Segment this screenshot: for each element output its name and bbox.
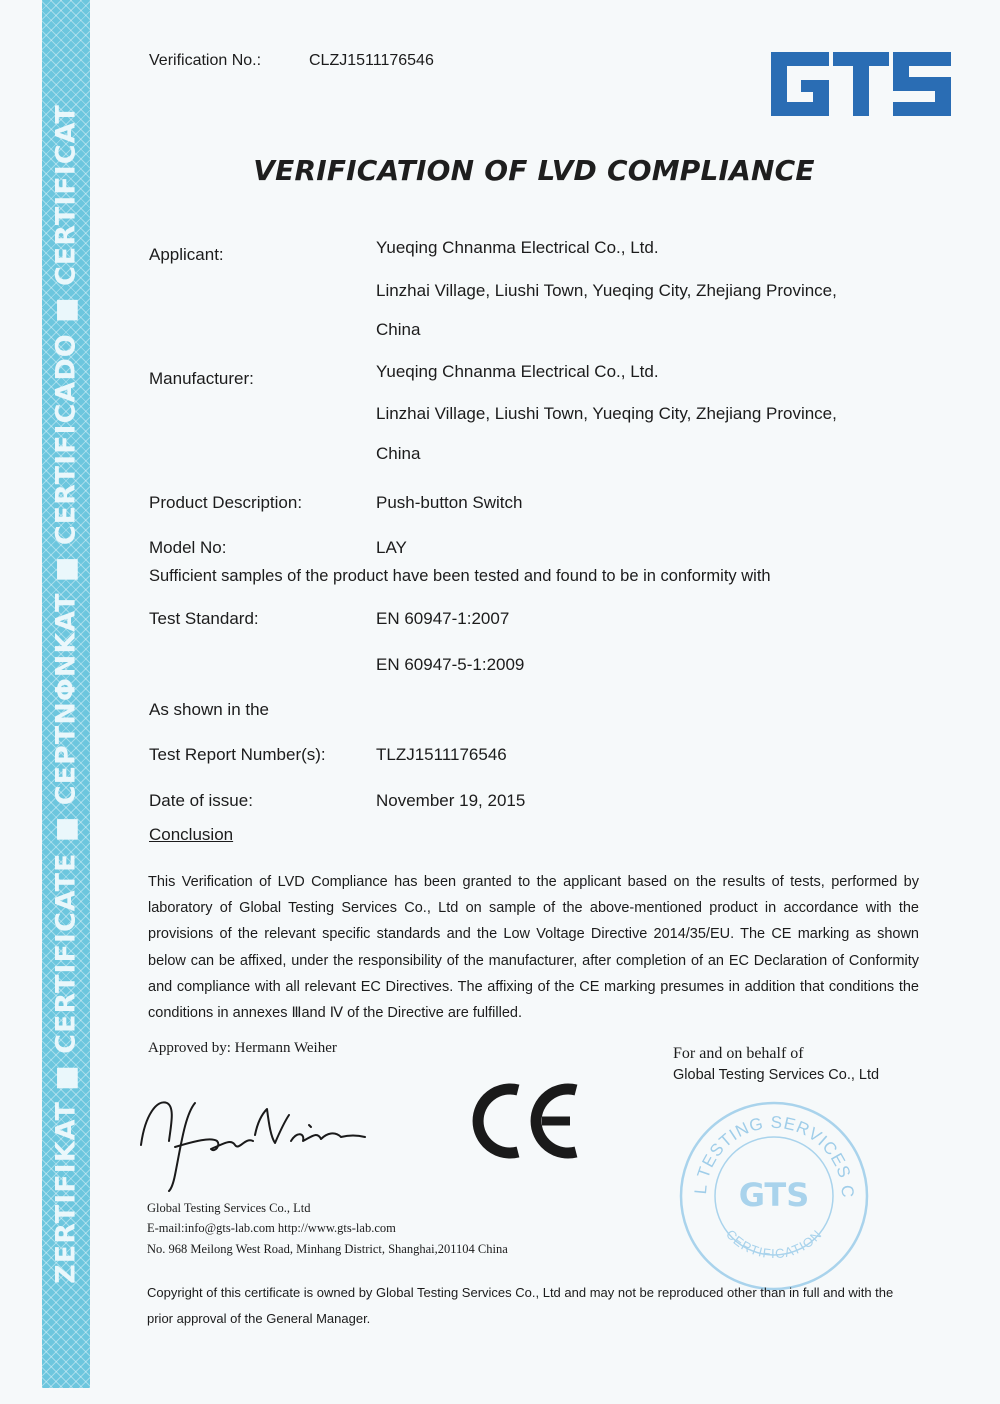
- company-stamp: [676, 1098, 872, 1299]
- report-label: Test Report Number(s):: [149, 745, 326, 764]
- svg-text:CERTIFICATION: CERTIFICATION: [723, 1226, 825, 1262]
- applicant-address-line1: Linzhai Village, Liushi Town, Yueqing City, Zhejiang Province,: [376, 281, 837, 300]
- model-label: Model No:: [149, 538, 227, 557]
- conclusion-heading: Conclusion: [149, 825, 234, 844]
- manufacturer-address-line1: Linzhai Village, Liushi Town, Yueqing City, Zhejiang Province,: [376, 404, 837, 423]
- applicant-address-line2: China: [376, 320, 421, 339]
- date-value: November 19, 2015: [376, 791, 526, 810]
- contact-company: Global Testing Services Co., Ltd: [147, 1201, 311, 1215]
- contact-address: No. 968 Meilong West Road, Minhang District, Shanghai,201104 China: [147, 1242, 508, 1256]
- stamp-seal-icon: [676, 1098, 872, 1294]
- approved-by: Approved by: Hermann Weiher: [148, 1040, 337, 1056]
- svg-text:GTS: GTS: [738, 1176, 810, 1214]
- copyright-notice: Copyright of this certificate is owned by Global Testing Services Co., Ltd and may not be reproduced other than in full and with the prior approval of the General Manager.: [147, 1285, 894, 1326]
- ce-mark-icon: [468, 1080, 584, 1162]
- applicant-label: Applicant:: [149, 245, 224, 264]
- side-band-text: ZERTIFIKAT ■ CERTIFICATE ■ CEPTNΦNKAT ■ CERTIFICADO ■ CERTIFICAT: [50, 104, 82, 1284]
- verification-label: Verification No.:: [149, 52, 262, 69]
- test-standard-label: Test Standard:: [149, 609, 259, 628]
- manufacturer-name: Yueqing Chnanma Electrical Co., Ltd.: [376, 362, 659, 381]
- signature: [135, 1085, 375, 1200]
- test-standard-2: EN 60947-5-1:2009: [376, 655, 525, 674]
- svg-text:GLOBAL TESTING SERVICES CO.,LT: L TESTING SERVICES C: [690, 1112, 858, 1199]
- product-label: Product Description:: [149, 493, 303, 512]
- report-value: TLZJ1511176546: [376, 745, 507, 764]
- date-label: Date of issue:: [149, 791, 253, 810]
- behalf-line2: Global Testing Services Co., Ltd: [673, 1067, 880, 1083]
- signature-icon: [135, 1085, 375, 1195]
- model-value: LAY: [376, 538, 407, 557]
- ce-mark: [468, 1080, 584, 1167]
- test-standard-1: EN 60947-1:2007: [376, 609, 510, 628]
- gts-logo-icon: [765, 48, 955, 120]
- verification-number: [149, 52, 434, 70]
- manufacturer-label: Manufacturer:: [149, 369, 254, 388]
- certificate-side-band: [42, 0, 90, 1388]
- product-value: Push-button Switch: [376, 493, 523, 512]
- conformity-statement: Sufficient samples of the product have been tested and found to be in conformity with: [149, 567, 771, 585]
- applicant-name: Yueqing Chnanma Electrical Co., Ltd.: [376, 238, 659, 257]
- behalf-line1: For and on behalf of: [673, 1045, 804, 1062]
- contact-email-web: E-mail:info@gts-lab.com http://www.gts-lab.com: [147, 1221, 396, 1235]
- conclusion-paragraph: This Verification of LVD Compliance has been granted to the applicant based on the results of tests, performed by laboratory of Global Testing Services Co., Ltd on sample of the above-mentioned product in accordance with the provisions of the relevant specific standards and the Low Voltage Directive 2014/35/EU. The CE marking as shown below can be affixed, under the responsibility of the manufacturer, after completion of an EC Declaration of Conformity and compliance with all relevant EC Directives. The affixing of the CE marking presumes in addition that conditions the conditions in annexes Ⅲand Ⅳ of the Directive are fulfilled.: [148, 874, 919, 1022]
- as-shown-text: As shown in the: [149, 700, 270, 719]
- document-title: VERIFICATION OF LVD COMPLIANCE: [253, 154, 815, 187]
- manufacturer-address-line2: China: [376, 444, 421, 463]
- verification-value: CLZJ1511176546: [309, 52, 434, 69]
- gts-logo: [765, 48, 955, 125]
